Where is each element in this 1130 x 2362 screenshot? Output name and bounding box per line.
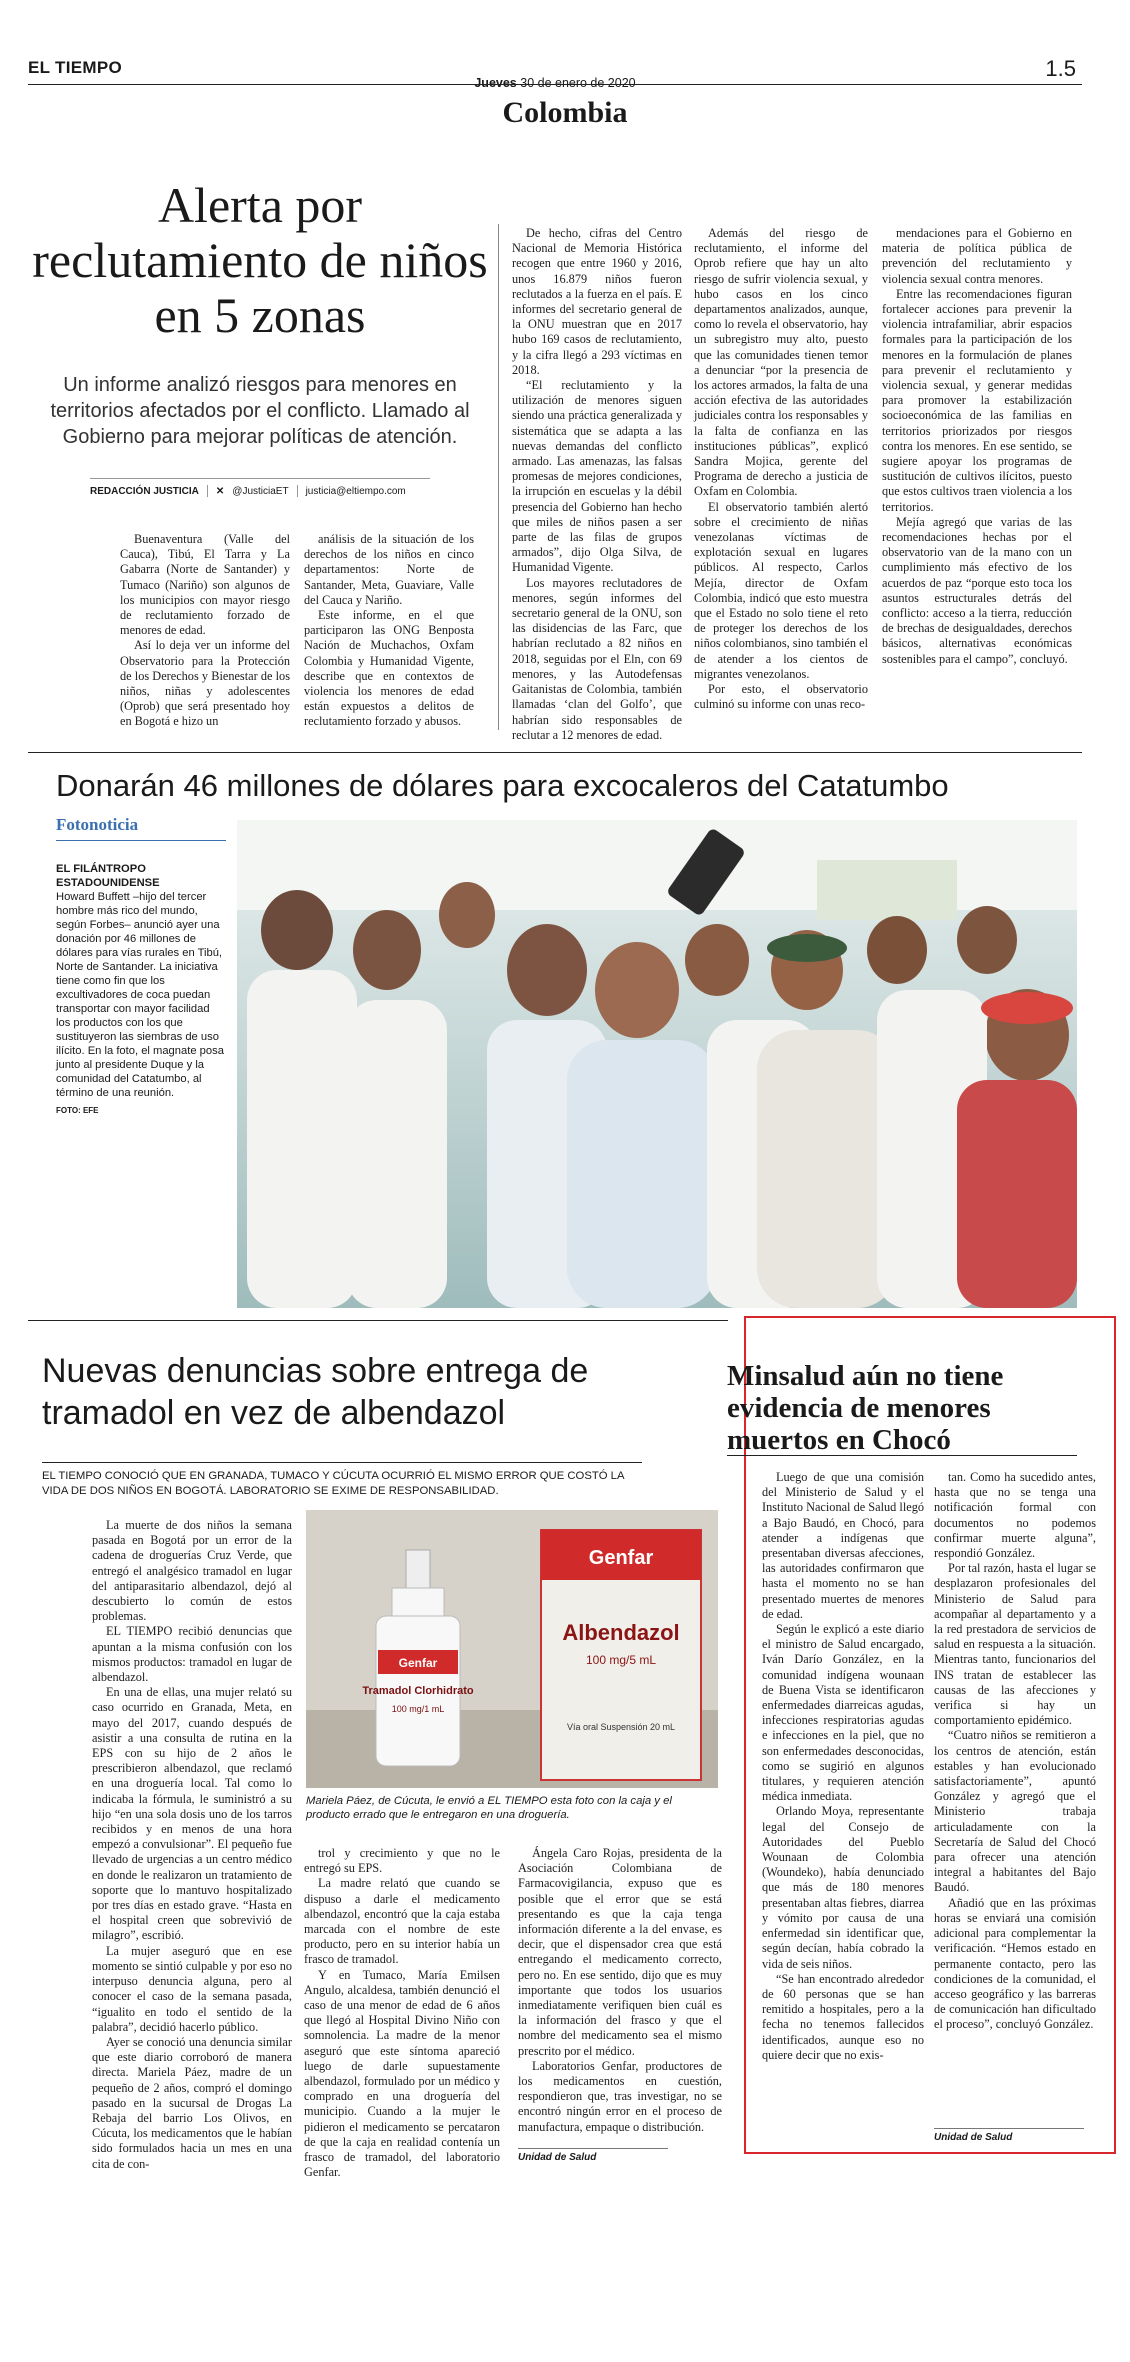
photo-illustration bbox=[306, 1510, 718, 1788]
paragraph: análisis de la situación de los derechos de los niños en cinco departamentos: Norte de Santander, Meta, Guaviare, Valle del Cauca y Nariño. bbox=[304, 532, 474, 607]
paragraph: tan. Como ha sucedido antes, hasta que no se tenga una notificación formal con documentos no podemos confirmar muerte alguna”, respondió González. bbox=[934, 1470, 1096, 1561]
paragraph: En una de ellas, una mujer relató su caso ocurrido en Granada, Meta, en mayo del 2017, cuando después de asistir a una consulta de rutina en la EPS con su hijo de 2 años le prescribieron albendazol, que reclamó en una droguería local. Tal como lo indicaba la fórmula, le suministró a su hijo “en una sola dosis uno de los tarros recibidos y en menos de una hora empezó a convulsionar”. El pequeño fue llevado de urgencias a un centro médico en donde le realizaron un tratamiento de soporte que lo mantuvo hospitalizado por tres días en estado grave. “Hasta en el hospital creen que sobrevivió de milagro”, escribió. bbox=[92, 1685, 292, 1943]
paragraph: De hecho, cifras del Centro Nacional de Memoria Histórica recogen que entre 1960 y 2016, unos 16.879 niños fueron reclutados a la fuerza en el país. E informes del secretario general de la ONU muestran que en 2017 hubo 169 casos de reclutamiento, y la cifra llegó a 293 víctimas en 2018. bbox=[512, 226, 682, 377]
paragraph: Según le explicó a este diario el ministro de Salud encargado, Iván Darío González, en la comunidad indígena wounaan de Buena Vista se identificaron enfermedades diarreicas agudas, infecciones respiratorias agudas e infecciones en la piel, que no son enfermedades desconocidas, como se sugirió en algunos titulares, y requieren atención médica inmediata. bbox=[762, 1622, 924, 1804]
story1-byline bbox=[90, 478, 430, 497]
photo-illustration bbox=[237, 820, 1077, 1308]
box-route: Vía oral Suspensión 20 mL bbox=[566, 1722, 676, 1732]
paragraph: Y en Tumaco, María Emilsen Angulo, alcaldesa, también denunció el caso de una menor de edad de 6 años que llegó al Hospital Divino Niño con somnolencia. La madre de la menor aseguró que este síntoma apareció luego de darle supuestamente albendazol, formulado por un médico y comprado en una droguería del municipio. Cuando a la mujer le pidieron el medicamento se percataron de que la caja en realidad contenía un frasco de tramadol, del laboratorio Genfar. bbox=[304, 1967, 500, 2180]
paragraph: Por esto, el observatorio culminó su informe con unas reco- bbox=[694, 682, 868, 712]
byline-email: justicia@eltiempo.com bbox=[305, 485, 406, 497]
story4-signoff: Unidad de Salud bbox=[934, 2128, 1084, 2143]
paragraph: “El reclutamiento y la utilización de menores siguen siendo una práctica generalizada y sistemática que se adapta a las nuevas demandas del conflicto armado. Las amenazas, las falsas promesas de mejores condiciones, la irrupción en escuelas y la débil presencia del Gobierno han hecho que miles de niños pasen a ser parte de las filas de grupos armados”, dijo Olga Silva, de Humanidad Vigente. bbox=[512, 378, 682, 575]
paragraph: mendaciones para el Gobierno en materia de política pública de prevención del reclutamiento y violencia sexual contra menores. bbox=[882, 226, 1072, 286]
paragraph: Los mayores reclutadores de menores, según informes del secretario general de la ONU, son las disidencias de las Farc, que habrían reclutado a 82 niños en 2018, seguidas por el Eln, con 69 menores, y las Autodefensas Gaitanistas de Colombia, también llamadas ‘clan del Golfo’, que habrían sido responsables de reclutar a 12 menores de edad. bbox=[512, 575, 682, 742]
story3-signoff: Unidad de Salud bbox=[518, 2148, 668, 2163]
story4-headline: Minsalud aún no tiene evidencia de menores muertos en Chocó bbox=[727, 1360, 1004, 1456]
paragraph: Ángela Caro Rojas, presidenta de la Asociación Colombiana de Farmacovigilancia, expuso que es posible que el error que se está presentando es que la caja tenga información diferente a la del envase, es decir, que el dispensador crea que está entregando el medicamento correcto, pero no. En ese sentido, dijo que es muy importante que todos los usuarios inmediatamente verifiquen bien cuál es la información del frasco y que el nombre del medicamento sea el mismo prescrito por el médico. bbox=[518, 1846, 722, 2058]
paragraph: Luego de que una comisión del Ministerio de Salud y el Instituto Nacional de Salud llegó a Bajo Baudó, en Chocó, para atender a indígenas que presentaban diversas afecciones, las autoridades confirmaron que hasta el momento no se han presentado muertes de menores de edad. bbox=[762, 1470, 924, 1621]
paragraph: Mejía agregó que varias de las recomendaciones hechas por el observatorio van de la mano con un cumplimiento más efectivo de los acuerdos de paz “porque esto toca los asuntos estructurales detrás del conflicto: acceso a la tierra, reducción de brechas de desigualdades, derechos básicos, alternativas económicas sostenibles para el campo”, concluyó. bbox=[882, 514, 1072, 666]
paragraph: La madre relató que cuando se dispuso a darle el medicamento albendazol, encontró que la caja estaba marcada con el nombre de este producto, pero en su interior había un frasco de tramadol. bbox=[304, 1876, 500, 1967]
photo-credit: FOTO: EFE bbox=[56, 1106, 99, 1115]
paragraph: El observatorio también alertó sobre el crecimiento de niñas venezolanas víctimas de explotación sexual en lugares públicos. Al respecto, Carlos Mejía, director de Oxfam Colombia, indicó que esto muestra que el Estado no solo tiene el reto de proteger los derechos de los niños colombianos, sino también el de atender a los cientos de migrantes venezolanos. bbox=[694, 499, 868, 681]
story1-col5 bbox=[882, 226, 1072, 667]
paragraph: Además del riesgo de reclutamiento, el informe del Oprob refiere que hay un alto riesgo de sufrir violencia sexual, y hubo casos en los cinco departamentos analizados, aunque, como lo revela el observatorio, hay un subregistro muy alto, puesto que las comunidades tienen temor a denunciar “por la presencia de los actores armados, la falta de una acción efectiva de las autoridades judiciales contra los responsables y la falta de confianza en las instituciones públicas”, explicó Sandra Mojica, gerente del Programa de derecho a justicia de Oxfam en Colombia. bbox=[694, 226, 868, 499]
column-rule bbox=[498, 224, 499, 730]
dateline bbox=[28, 76, 1082, 90]
paragraph: La mujer aseguró que en ese momento se sintió culpable y por eso no interpuso denuncia alguna, pero al conocer el caso de la semana pasada, “igualito en todo el sentido de la palabra”, decidió hacerlo público. bbox=[92, 1943, 292, 2034]
medicine-photo bbox=[306, 1510, 718, 1788]
section-title: Colombia bbox=[502, 96, 628, 129]
story1-col4 bbox=[694, 226, 868, 713]
paragraph: EL TIEMPO recibió denuncias que apuntan a la misma confusión con los mismos productos: tramadol en lugar de albendazol. bbox=[92, 1624, 292, 1685]
story4-col2 bbox=[934, 1470, 1096, 2033]
paragraph: trol y crecimiento y que no le entregó su EPS. bbox=[304, 1846, 500, 1876]
section-divider bbox=[28, 752, 1082, 753]
story3-headline: Nuevas denuncias sobre entrega de tramadol en vez de albendazol bbox=[42, 1352, 589, 1432]
crowd-selfie-photo bbox=[237, 820, 1077, 1308]
paragraph: Así lo deja ver un informe del Observatorio para la Protección de los Derechos y Bienestar de los niños, niñas y adolescentes (Oprob) que será presentado hoy en Bogotá e hizo un bbox=[120, 638, 290, 729]
box-brand: Genfar bbox=[588, 1547, 654, 1569]
paragraph: “Se han encontrado alrededor de 60 personas que se han remitido a hospitales, pero a la fecha no tenemos fallecidos identificados, aunque eso no quiere decir que no exis- bbox=[762, 1971, 924, 2062]
story1-headline: Alerta por reclutamiento de niños en 5 zonas bbox=[32, 177, 488, 343]
paragraph: Laboratorios Genfar, productores de los medicamentos en cuestión, respondieron que, tras investigar, no se encontró ningún error en el proceso de manufactura, empaque o distribución. bbox=[518, 2058, 722, 2134]
caption-kicker: EL FILÁNTROPO ESTADOUNIDENSE bbox=[56, 863, 160, 889]
paragraph: Buenaventura (Valle del Cauca), Tibú, El Tarra y La Gabarra (Norte de Santander) y Tumaco (Nariño) son algunos de los municipios con mayor riesgo de reclutamiento forzado de menores de edad. bbox=[120, 532, 290, 638]
story1-col1 bbox=[120, 532, 290, 730]
date-day: Jueves bbox=[474, 76, 517, 90]
masthead-rule bbox=[28, 84, 1082, 85]
story2-caption bbox=[56, 862, 226, 1118]
story1-dek: Un informe analizó riesgos para menores en territorios afectados por el conflicto. Llamado al Gobierno para mejorar políticas de atención. bbox=[50, 374, 470, 448]
story2-headline: Donarán 46 millones de dólares para excocaleros del Catatumbo bbox=[56, 768, 949, 803]
story1-col3 bbox=[512, 226, 682, 743]
story3-intro: EL TIEMPO CONOCIÓ QUE EN GRANADA, TUMACO Y CÚCUTA OCURRIÓ EL MISMO ERROR QUE COSTÓ LA VIDA DE DOS NIÑOS EN BOGOTÁ. LABORATORIO SE EXIME DE RESPONSABILIDAD. bbox=[42, 1462, 642, 1499]
page-number: 1.5 bbox=[1045, 56, 1076, 81]
twitter-icon: ✕ bbox=[215, 485, 225, 497]
byline-divider bbox=[207, 485, 208, 497]
fotonoticia-rule bbox=[56, 840, 226, 841]
paragraph: Este informe, en el que participaron las ONG Benposta Nación de Muchachos, Oxfam Colombia y Humanidad Vigente, describe que en contextos de violencia los menores de edad están expuestos a delitos de reclutamiento forzado y abusos. bbox=[304, 608, 474, 729]
byline-twitter: @JusticiaET bbox=[232, 485, 289, 497]
story3-col1 bbox=[92, 1518, 292, 2172]
story3-col3 bbox=[518, 1846, 722, 2135]
bottle-dose: 100 mg/1 mL bbox=[391, 1704, 445, 1714]
box-dose: 100 mg/5 mL bbox=[585, 1653, 657, 1667]
byline-desk: REDACCIÓN JUSTICIA bbox=[90, 485, 199, 497]
paragraph: “Cuatro niños se remitieron a los centros de atención, están estables y han evolucionado satisfactoriamente”, apuntó González y agregó que el Ministerio trabaja articuladamente con la Secretaría de Salud del Chocó para ofrecer una atención integral a habitantes del Bajo Baudó. bbox=[934, 1728, 1096, 1895]
story3-photo-caption: Mariela Páez, de Cúcuta, le envió a EL TIEMPO esta foto con la caja y el producto errado que le entregaron en una droguería. bbox=[306, 1795, 672, 1821]
story4-col1 bbox=[762, 1470, 924, 2063]
paragraph: Orlando Moya, representante legal del Consejo de Autoridades del Pueblo Wounaan de Colombia (Woundeko), había denunciado que más de 180 menores presentaban altas fiebres, diarrea y vómito por causa de una enfermedad sin identificar que, según decían, había cobrado la vida de seis niños. bbox=[762, 1804, 924, 1971]
paragraph: Ayer se conoció una denuncia similar que este diario corroboró de manera directa. Mariela Páez, madre de un pequeño de 2 años, compró el domingo pasado en la sucursal de Drogas La Rebaja del barrio Los Olivos, en Cúcuta, los medicamentos que le habían sido formulados hacia un mes en una cita de con- bbox=[92, 2034, 292, 2171]
paragraph: La muerte de dos niños la semana pasada en Bogotá por un error de la cadena de droguerías Cruz Verde, que entregó el analgésico tramadol en lugar del antiparasitario albendazol, dejó al descubierto lo común de estos problemas. bbox=[92, 1518, 292, 1624]
story1-col2 bbox=[304, 532, 474, 730]
byline-divider bbox=[297, 485, 298, 497]
date-rest: 30 de enero de 2020 bbox=[516, 76, 636, 90]
fotonoticia-label: Fotonoticia bbox=[56, 815, 139, 834]
section-divider bbox=[28, 1320, 728, 1321]
caption-text: Howard Buffett –hijo del tercer hombre más rico del mundo, según Forbes– anunció ayer una donación por 46 millones de dólares para vías rurales en Tibú, Norte de Santander. La iniciativa tiene como fin que los excultivadores de coca puedan transportar con mayor facilidad los productos con los que sustituyeron las siembras de uso ilícito. En la foto, el magnate posa junto al presidente Duque y la comunidad del Catatumbo, al término de una reunión. bbox=[56, 891, 224, 1099]
story3-col2 bbox=[304, 1846, 500, 2180]
paragraph: Entre las recomendaciones figuran fortalecer acciones para prevenir la violencia intrafamiliar, abrir espacios formales para la participación de los menores en la formulación de planes para prevenir el reclutamiento y violencia sexual, y generar medidas para promover la estabilización socioeconómica de las familias en territorios priorizados por riesgos contra los menores. En ese sentido, se sugiere apoyar los programas de sustitución de cultivos ilícitos, puesto que estos cultivos traen violencia a los territorios. bbox=[882, 286, 1072, 514]
story4-rule bbox=[727, 1455, 1077, 1456]
paragraph: Añadió que en las próximas horas se enviará una comisión adicional para complementar la verificación. “Hemos estado en permanente contacto, pero las condiciones de la comunidad, el acceso geográfico y las barreras de comunicación han dificultado el proceso”, concluyó González. bbox=[934, 1895, 1096, 2032]
masthead bbox=[28, 56, 1082, 90]
brand-logo: EL TIEMPO bbox=[28, 58, 123, 77]
bottle-name: Tramadol Clorhidrato bbox=[362, 1685, 474, 1697]
paragraph: Por tal razón, hasta el lugar se desplazaron profesionales del Ministerio de Salud para acompañar al departamento y a la red prestadora de servicios de salud en respuesta a la situación. Mientras tanto, funcionarios del INS tratan de establecer las causas de las afecciones y verifica si hay un comportamiento epidémico. bbox=[934, 1561, 1096, 1728]
box-name: Albendazol bbox=[562, 1620, 680, 1645]
bottle-brand: Genfar bbox=[398, 1656, 438, 1670]
